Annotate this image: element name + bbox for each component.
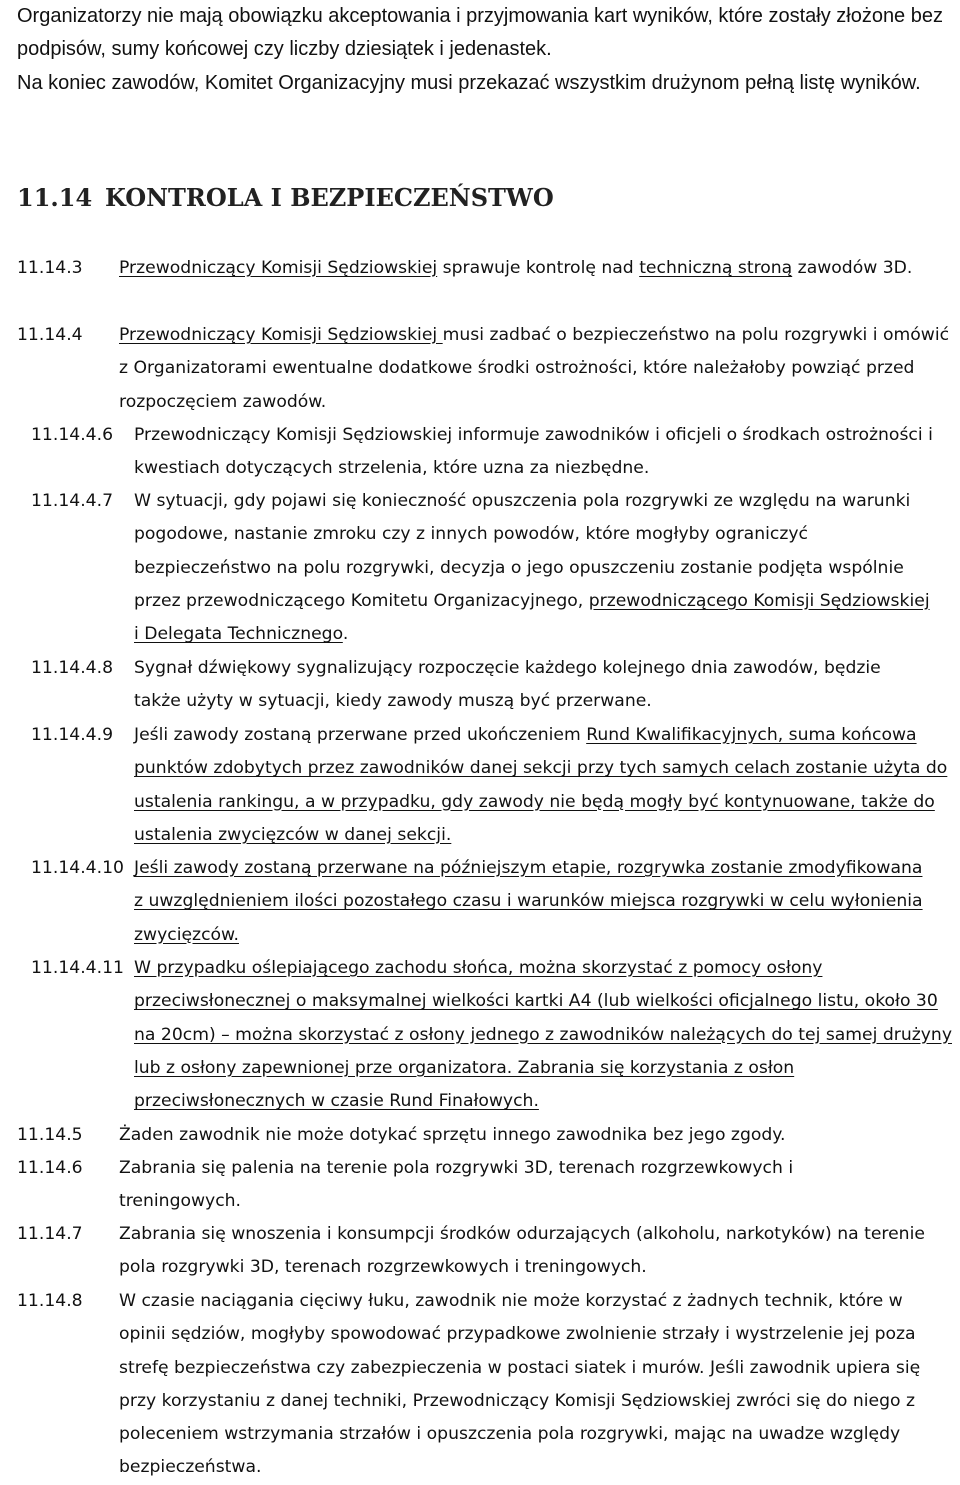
clause-number: 11.14.7: [17, 1224, 83, 1244]
clause-11-14-4-8: [31, 652, 911, 719]
clause-number: 11.14.4: [17, 325, 83, 345]
clause-11-14-6: [17, 1152, 887, 1219]
clause-11-14-8: [17, 1285, 937, 1485]
clause-11-14-4-7: [31, 485, 936, 651]
section-heading: [17, 178, 554, 218]
clause-11-14-4-9: [31, 719, 955, 852]
clause-text: Zabrania się wnoszenia i konsumpcji środków odurzających (alkoholu, narkotyków) na terenie pola rozgrywki 3D, terenach rozgrzewkowych i treningowych.: [119, 1224, 925, 1278]
section-title: KONTROLA I BEZPIECZEŃSTWO: [105, 183, 554, 212]
intro-paragraph-2: Na koniec zawodów, Komitet Organizacyjny musi przekazać wszystkim drużynom pełną listę wyników.: [17, 71, 921, 94]
clause-11-14-4-10: [31, 852, 936, 952]
clause-text: Przewodniczący Komisji Sędziowskiej musi zadbać o bezpieczeństwo na polu rozgrywki i omówić z Organizatorami ewentualne dodatkowe środki ostrożności, które należałoby powziąć przed rozpoczęciem zawodów.: [119, 325, 950, 412]
intro-text: [17, 0, 952, 100]
clause-number: 11.14.4.9: [31, 725, 114, 745]
clause-11-14-4-6: [31, 419, 936, 486]
clause-11-14-3: [17, 252, 937, 285]
clause-number: 11.14.4.7: [31, 491, 114, 511]
clause-text: Sygnał dźwiękowy sygnalizujący rozpoczęcie każdego kolejnego dnia zawodów, będzie także użyty w sytuacji, kiedy zawody muszą być przerwane.: [134, 658, 881, 712]
clause-11-14-4: [17, 319, 960, 419]
clause-text: Jeśli zawody zostaną przerwane na późniejszym etapie, rozgrywka zostanie zmodyfikowana z uwzględnieniem ilości pozostałego czasu i warunków miejsca rozgrywki w celu wyłonienia zwycięzców.: [134, 858, 923, 945]
clause-number: 11.14.4.11: [31, 958, 124, 978]
clause-text: Żaden zawodnik nie może dotykać sprzętu innego zawodnika bez jego zgody.: [119, 1125, 786, 1145]
clause-text: Jeśli zawody zostaną przerwane przed ukończeniem Rund Kwalifikacyjnych, suma końcowa punktów zdobytych przez zawodników danej sekcji przy tych samych celach zostanie użyta do ustalenia rankingu, a w przypadku, gdy zawody nie będą mogły być kontynuowane, także do ustalenia zwycięzców w danej sekcji.: [134, 725, 948, 845]
clause-number: 11.14.3: [17, 258, 83, 278]
clause-text: W przypadku oślepiającego zachodu słońca, można skorzystać z pomocy osłony przeciwsłonecznej o maksymalnej wielkości kartki A4 (lub wielkości oficjalnego listu, około 30 na 20cm) – można skorzystać z osłony jednego z zawodników należących do tej samej drużyny lub z osłony zapewnionej prze organizatora. Zabrania się korzystania z osłon przeciwsłonecznych w czasie Rund Finałowych.: [134, 958, 952, 1112]
section-number: 11.14: [17, 183, 93, 212]
clause-text: Przewodniczący Komisji Sędziowskiej sprawuje kontrolę nad techniczną stroną zawodów 3D.: [119, 258, 913, 278]
clause-number: 11.14.4.10: [31, 858, 124, 878]
clause-text: Przewodniczący Komisji Sędziowskiej informuje zawodników i oficjeli o środkach ostrożności i kwestiach dotyczących strzelenia, które uzna za niezbędne.: [134, 425, 933, 479]
clause-number: 11.14.8: [17, 1291, 83, 1311]
clause-11-14-7: [17, 1218, 952, 1285]
clause-number: 11.14.6: [17, 1158, 83, 1178]
clause-11-14-5: [17, 1119, 947, 1152]
clause-text: W czasie naciągania cięciwy łuku, zawodnik nie może korzystać z żadnych technik, które w opinii sędziów, mogłyby spowodować przypadkowe zwolnienie strzały i wystrzelenie jej poza strefę bezpieczeństwa czy zabezpieczenia w postaci siatek i murów. Jeśli zawodnik upiera się przy korzystaniu z danej techniki, Przewodniczący Komisji Sędziowskiej zwróci się do niego z poleceniem wstrzymania strzałów i opuszczenia pola rozgrywki, mając na uwadze względy bezpieczeństwa.: [119, 1291, 921, 1478]
clause-text: W sytuacji, gdy pojawi się konieczność opuszczenia pola rozgrywki ze względu na warunki pogodowe, nastanie zmroku czy z innych powodów, które mogłyby ograniczyć bezpieczeństwo na polu rozgrywki, decyzja o jego opuszczeniu zostanie podjęta wspólnie przez przewodniczącego Komitetu Organizacyjnego, przewodniczącego Komisji Sędziowskiej i Delegata Technicznego.: [134, 491, 930, 645]
clause-11-14-4-11: [31, 952, 958, 1118]
clause-number: 11.14.4.8: [31, 658, 114, 678]
intro-paragraph-1: Organizatorzy nie mają obowiązku akceptowania i przyjmowania kart wyników, które zostały złożone bez podpisów, sumy końcowej czy liczby dziesiątek i jedenastek.: [17, 5, 943, 61]
clause-number: 11.14.4.6: [31, 425, 114, 445]
clause-number: 11.14.5: [17, 1125, 83, 1145]
clause-text: Zabrania się palenia na terenie pola rozgrywki 3D, terenach rozgrzewkowych i treningowych.: [119, 1158, 794, 1212]
